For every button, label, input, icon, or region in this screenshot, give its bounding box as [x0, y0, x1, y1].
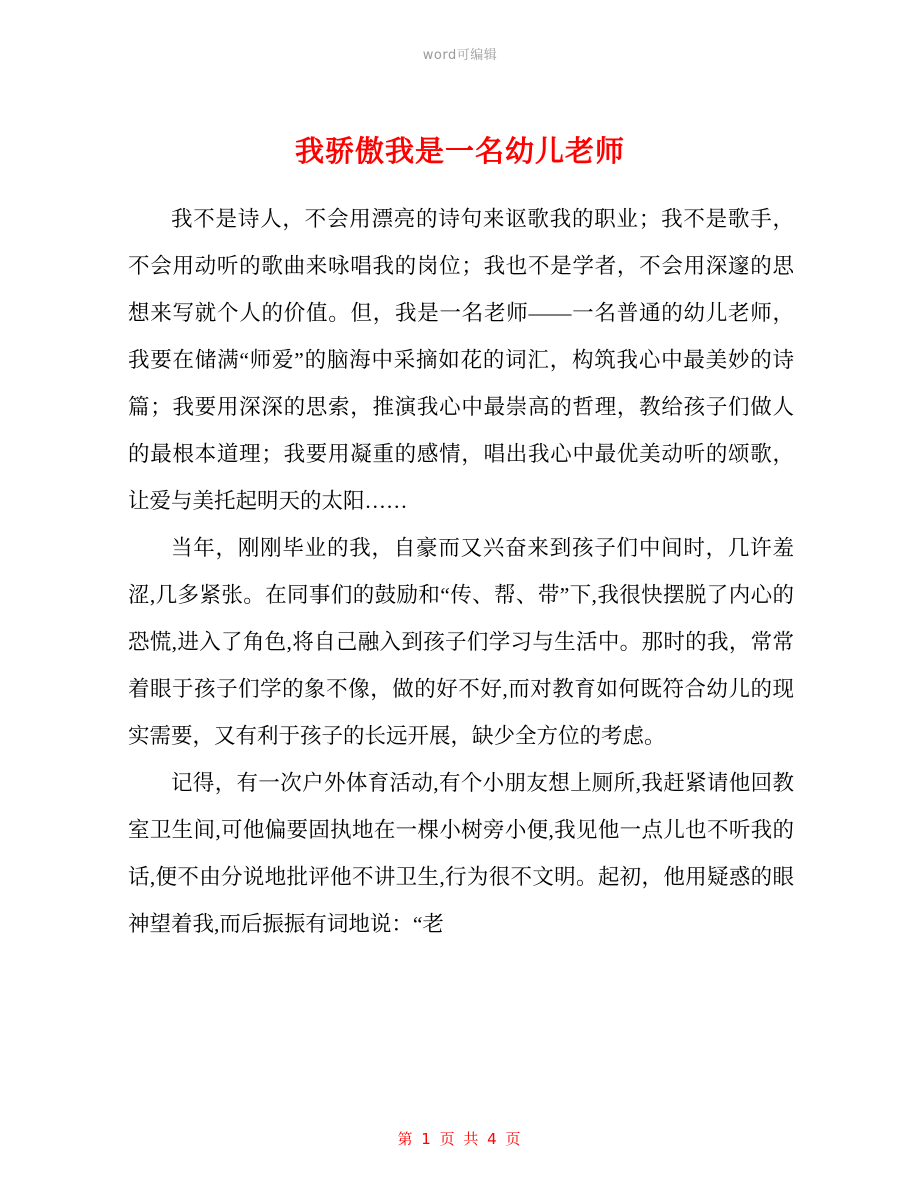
paragraph-2: 当年，刚刚毕业的我，自豪而又兴奋来到孩子们中间时，几许羞涩,几多紧张。在同事们的鼓励和“传、帮、带”下,我很快摆脱了内心的恐慌,进入了角色,将自己融入到孩子们学习与生活中。那时的我，常常着眼于孩子们学的象不像，做的好不好,而对教育如何既符合幼儿的现实需要，又有利于孩子的长远开展，缺少全方位的考虑。 — [128, 536, 794, 748]
document-body — [128, 196, 794, 948]
footer-middle: 页 共 — [439, 1130, 481, 1148]
page-title: 我骄傲我是一名幼儿老师 — [294, 134, 625, 169]
paragraph-1: 我不是诗人，不会用漂亮的诗句来讴歌我的职业；我不是歌手，不会用动听的歌曲来咏唱我的岗位；我也不是学者，不会用深邃的思想来写就个人的价值。但，我是一名老师——一名普通的幼儿老师，我要在储满“师爱”的脑海中采摘如花的词汇，构筑我心中最美妙的诗篇；我要用深深的思索，推演我心中最崇高的哲理，教给孩子们做人的最根本道理；我要用凝重的感情，唱出我心中最优美动听的颂歌，让爱与美托起明天的太阳…… — [128, 207, 794, 513]
footer-total-pages: 4 — [487, 1130, 499, 1148]
footer-current-page: 1 — [421, 1130, 433, 1148]
watermark-label: word可编辑 — [422, 48, 498, 63]
paragraph-3: 记得，有一次户外体育活动,有个小朋友想上厕所,我赶紧请他回教室卫生间,可他偏要固执地在一棵小树旁小便,我见他一点儿也不听我的话,便不由分说地批评他不讲卫生,行为很不文明。起初，他用疑惑的眼神望着我,而后振振有词地说：“老 — [128, 771, 794, 936]
footer-suffix: 页 — [505, 1130, 523, 1148]
page-footer — [0, 1128, 920, 1149]
footer-prefix: 第 — [397, 1130, 415, 1148]
